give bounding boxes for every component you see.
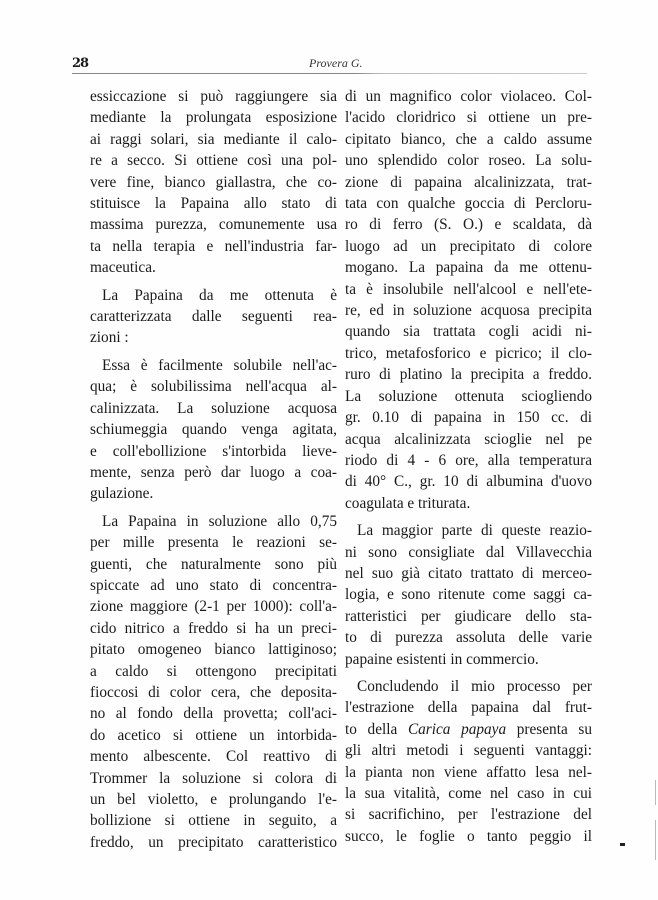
paragraph-start: La Papaina da me ottenuta è <box>102 286 337 304</box>
text-line: zioni : <box>90 329 129 347</box>
text-line: la pianta non viene affatto lesa nel- <box>345 763 592 781</box>
text-line: un bel violetto, e prolungando l'e- <box>90 791 337 808</box>
text-line: ta è insolubile nell'alcool e nell'ete- <box>345 280 592 298</box>
text-line: calinizzata. La soluzione acquosa <box>90 399 337 417</box>
scan-edge-line <box>655 780 656 805</box>
text-line: trico, metafosforico e picrico; il clo- <box>345 344 592 362</box>
text-line: nel suo già citato trattato di merceo- <box>345 564 592 582</box>
header-rule <box>72 73 587 74</box>
text-line: re a secco. Si ottiene così una pol- <box>90 152 337 170</box>
text-line: ai raggi solari, sia mediante il calo- <box>90 130 337 148</box>
text-line: a caldo si ottengono precipitati <box>90 662 337 680</box>
text-line: luogo ad un precipitato di colore <box>345 237 592 255</box>
text-line: gulazione. <box>90 485 154 503</box>
text-line: mento albescente. Col reattivo di <box>90 748 337 766</box>
text-line: ro di ferro (S. O.) e scaldata, dà <box>345 216 592 234</box>
text-line: acqua alcalinizzata scioglie nel pe <box>345 430 592 448</box>
text-line: logia, e sono ritenute come saggi ca- <box>345 586 592 604</box>
text-line: riodo di 4 - 6 ore, alla temperatura <box>345 451 592 469</box>
text-line-with-italic <box>345 719 592 740</box>
text-line: do acetico si ottiene un intorbida- <box>90 726 337 744</box>
text-line: re, ed in soluzione acquosa precipita <box>345 302 592 320</box>
text-line: e coll'ebollizione s'intorbida lieve- <box>90 442 337 460</box>
page-number: 28 <box>72 56 89 71</box>
text-line: caratterizzata dalle seguenti rea- <box>90 308 337 326</box>
text-line: zione maggiore (2-1 per 1000): coll'a- <box>90 598 337 616</box>
text-line: tata con qualche goccia di Percloru- <box>345 195 592 213</box>
text-line: mogano. La papaina da me ottenu- <box>345 259 592 277</box>
text-line: maceutica. <box>90 259 156 277</box>
text-line: pitato omogeneo bianco lattiginoso; <box>90 641 337 659</box>
text-fragment: to della <box>345 720 408 738</box>
text-line: ratteristici per giudicare dello sta- <box>345 607 592 625</box>
text-line: di un magnifico color violaceo. Col- <box>345 88 592 105</box>
left-column <box>90 86 337 853</box>
text-line: la sua vitalità, come nel caso in cui <box>345 785 592 802</box>
text-line: cipitato bianco, che a caldo assume <box>345 130 592 148</box>
text-line: gli altri metodi i seguenti vantaggi: <box>345 742 592 760</box>
text-line: Trommer la soluzione si colora di <box>90 769 337 787</box>
text-line: zione di papaina alcalinizzata, trat- <box>345 173 592 191</box>
text-line: no al fondo della provetta; coll'aci- <box>90 705 337 723</box>
text-line: quando sia trattata cogli acidi ni- <box>345 323 592 341</box>
text-line: essiccazione si può raggiungere sia <box>90 88 337 105</box>
text-line: uno splendido color roseo. La solu- <box>345 152 592 170</box>
text-line: ni sono consigliate dal Villavecchia <box>345 543 592 561</box>
text-line: bollizione si ottiene in seguito, a <box>90 812 337 830</box>
text-line: ruro di platino la precipita a freddo. <box>345 366 592 384</box>
text-line: fioccosi di color cera, che deposita- <box>90 683 337 701</box>
paragraph-start: Concludendo il mio processo per <box>357 677 592 695</box>
running-head: Provera G. <box>309 56 363 70</box>
text-line: schiumeggia quando venga agitata, <box>90 421 337 439</box>
text-line: per mille presenta le reazioni se- <box>90 534 337 552</box>
text-line: si sacrifichino, per l'estrazione del <box>345 806 592 824</box>
text-fragment: presenta su <box>506 720 592 738</box>
scan-edge-line <box>655 820 656 860</box>
text-line: stituisce la Papaina allo stato di <box>90 195 337 213</box>
text-line: mediante la prolungata esposizione <box>90 109 337 127</box>
right-column <box>345 86 592 847</box>
text-line: vere fine, bianco giallastra, che co- <box>90 173 337 191</box>
text-line: guenti, che naturalmente sono più <box>90 555 337 573</box>
text-line: gr. 0.10 di papaina in 150 cc. di <box>345 409 592 427</box>
paragraph-start: La Papaina in soluzione allo 0,75 <box>102 512 337 530</box>
text-line: l'acido cloridrico si ottiene un pre- <box>345 109 592 127</box>
margin-ink-mark <box>620 843 625 846</box>
species-name: Carica papaya <box>407 720 507 738</box>
text-line: ta nella terapia e nell'industria far- <box>90 237 337 255</box>
text-line: to di purezza assoluta delle varie <box>345 629 592 647</box>
paragraph-start: Essa è facilmente solubile nell'ac- <box>102 356 337 374</box>
text-line: spiccate ad uno stato di concentra- <box>90 576 337 594</box>
text-line: papaine esistenti in commercio. <box>345 650 539 668</box>
text-line: di 40° C., gr. 10 di albumina d'uovo <box>345 473 592 491</box>
text-line: coagulata e triturata. <box>345 494 471 512</box>
text-line: cido nitrico a freddo si ha un preci- <box>90 619 337 637</box>
text-line: qua; è solubilissima nell'acqua al- <box>90 378 337 396</box>
text-line: freddo, un precipitato caratteristico <box>90 833 337 851</box>
paragraph-start: La maggior parte di queste reazio- <box>357 522 592 540</box>
text-line: massima purezza, comunemente usa <box>90 216 337 234</box>
text-line: l'estrazione della papaina dal frut- <box>345 699 592 717</box>
text-line: succo, le foglie o tanto peggio il <box>345 827 592 845</box>
text-line: mente, senza però dar luogo a coa- <box>90 463 337 481</box>
text-line: La soluzione ottenuta sciogliendo <box>345 387 592 405</box>
